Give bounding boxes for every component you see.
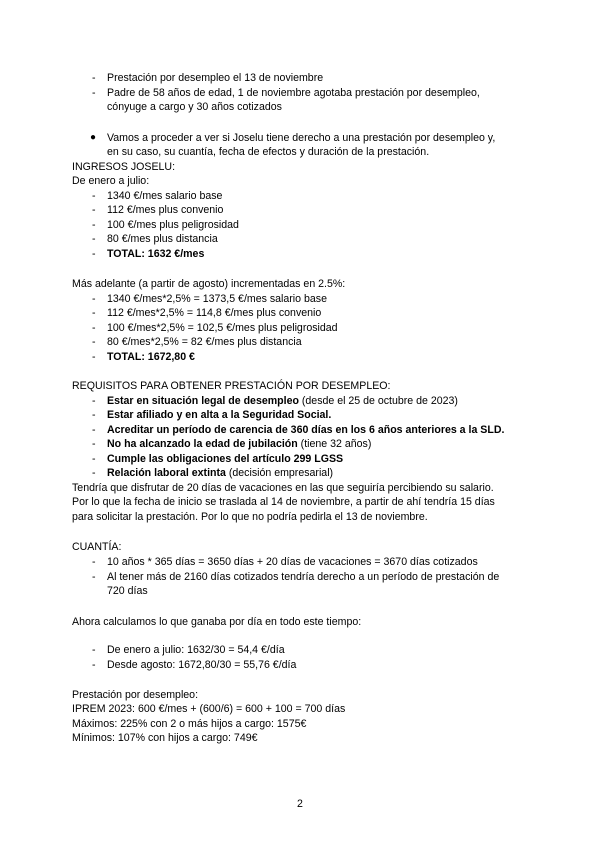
list-item: 100 €/mes plus peligrosidad — [107, 219, 239, 231]
requirement-item: Acreditar un período de carencia de 360 días en los 6 años anteriores a la SLD. — [107, 424, 505, 436]
paragraph-line: Tendría que disfrutar de 20 días de vacaciones en las que seguiría percibiendo su salario. — [72, 482, 494, 494]
requirement-bold: Estar en situación legal de desempleo — [107, 395, 299, 407]
dash-marker: - — [92, 87, 96, 99]
requirement-bold: No ha alcanzado la edad de jubilación — [107, 438, 298, 450]
list-item: Padre de 58 años de edad, 1 de noviembre agotaba prestación por desempleo, — [107, 87, 480, 99]
list-item: Desde agosto: 1672,80/30 = 55,76 €/día — [107, 659, 297, 671]
dash-marker: - — [92, 336, 96, 348]
list-item: 112 €/mes plus convenio — [107, 204, 224, 216]
dash-marker: - — [92, 204, 96, 216]
requirement-item: Estar afiliado y en alta a la Seguridad Social. — [107, 409, 332, 421]
dash-marker: - — [92, 322, 96, 334]
list-item: Al tener más de 2160 días cotizados tendría derecho a un período de prestación de — [107, 571, 500, 583]
list-item: 1340 €/mes*2,5% = 1373,5 €/mes salario base — [107, 293, 327, 305]
dash-marker: - — [92, 395, 96, 407]
dash-marker: - — [92, 453, 96, 465]
list-item: De enero a julio: 1632/30 = 54,4 €/día — [107, 644, 285, 656]
dash-marker: - — [92, 556, 96, 568]
requirement-item — [107, 394, 458, 408]
requirement-bold: Relación laboral extinta — [107, 467, 226, 479]
period-label: Más adelante (a partir de agosto) incrementadas en 2.5%: — [72, 278, 346, 290]
dash-marker: - — [92, 248, 96, 260]
total-line: TOTAL: 1632 €/mes — [107, 248, 205, 260]
dash-marker: - — [92, 351, 96, 363]
paragraph-line: Por lo que la fecha de inicio se traslada al 14 de noviembre, a partir de ahí tendría 15 días — [72, 496, 495, 508]
dash-marker: - — [92, 72, 96, 84]
total-line: TOTAL: 1672,80 € — [107, 351, 195, 363]
dash-marker: - — [92, 293, 96, 305]
dash-marker: - — [92, 409, 96, 421]
list-item: 1340 €/mes salario base — [107, 190, 223, 202]
requirement-item: Cumple las obligaciones del artículo 299 LGSS — [107, 453, 344, 465]
dash-marker: - — [92, 467, 96, 479]
list-item: Prestación por desempleo el 13 de noviembre — [107, 72, 324, 84]
requirement-note: (desde el 25 de octubre de 2023) — [298, 395, 458, 407]
list-item: 10 años * 365 días = 3650 días + 20 días de vacaciones = 3670 días cotizados — [107, 556, 478, 568]
dash-marker: - — [92, 644, 96, 656]
requirement-item — [107, 437, 371, 451]
paragraph-line: Máximos: 225% con 2 o más hijos a cargo: 1575€ — [72, 718, 307, 730]
list-item-continuation: 720 días — [107, 585, 148, 597]
page-number: 2 — [297, 798, 303, 810]
period-label: De enero a julio: — [72, 175, 150, 187]
section-heading-cuantia: CUANTÍA: — [72, 541, 122, 553]
section-heading-ingresos: INGRESOS JOSELU: — [72, 161, 176, 173]
list-item: 80 €/mes plus distancia — [107, 233, 218, 245]
paragraph-line: para solicitar la prestación. Por lo que no podría pedirla el 13 de noviembre. — [72, 511, 428, 523]
paragraph-line: IPREM 2023: 600 €/mes + (600/6) = 600 + 100 = 700 días — [72, 703, 346, 715]
list-item: 112 €/mes*2,5% = 114,8 €/mes plus convenio — [107, 307, 322, 319]
paragraph-line: Prestación por desempleo: — [72, 689, 199, 701]
dash-marker: - — [92, 571, 96, 583]
paragraph-line: Ahora calculamos lo que ganaba por día en todo este tiempo: — [72, 616, 362, 628]
requirement-note: (tiene 32 años) — [297, 438, 372, 450]
dash-marker: - — [92, 190, 96, 202]
list-item-continuation: cónyuge a cargo y 30 años cotizados — [107, 101, 282, 113]
requirement-note: (decisión empresarial) — [225, 467, 334, 479]
dash-marker: - — [92, 233, 96, 245]
list-item: 100 €/mes*2,5% = 102,5 €/mes plus peligrosidad — [107, 322, 338, 334]
list-item: 80 €/mes*2,5% = 82 €/mes plus distancia — [107, 336, 302, 348]
paragraph-line: Mínimos: 107% con hijos a cargo: 749€ — [72, 732, 258, 744]
bullet-icon: ● — [90, 132, 97, 143]
bullet-text-continuation: en su caso, su cuantía, fecha de efectos y duración de la prestación. — [107, 146, 430, 158]
bullet-text: Vamos a proceder a ver si Joselu tiene derecho a una prestación por desempleo y, — [107, 132, 496, 144]
dash-marker: - — [92, 307, 96, 319]
section-heading-requisitos: REQUISITOS PARA OBTENER PRESTACIÓN POR DESEMPLEO: — [72, 380, 391, 392]
requirement-item — [107, 466, 333, 480]
dash-marker: - — [92, 659, 96, 671]
dash-marker: - — [92, 219, 96, 231]
dash-marker: - — [92, 438, 96, 450]
dash-marker: - — [92, 424, 96, 436]
